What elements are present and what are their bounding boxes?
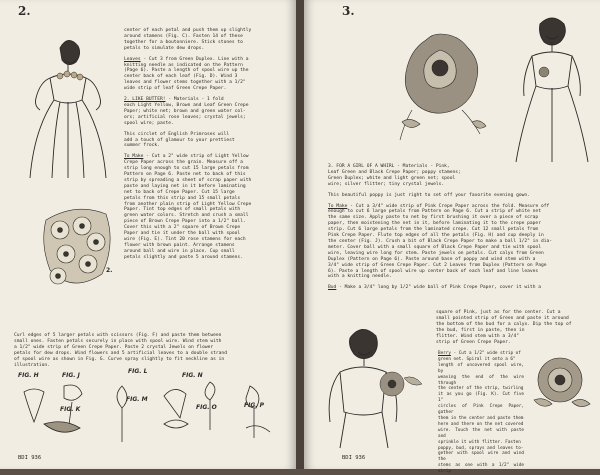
tomake-line: green water colors. Stretch and crush a small bbox=[124, 213, 249, 219]
berry-line: sprinkle it with flitter. Fasten bbox=[438, 439, 521, 445]
berry-line: stems as one with a 1/2" wide strip bbox=[438, 463, 524, 475]
woman-in-gown-illustration bbox=[510, 12, 594, 162]
fig-label-m: FIG. M bbox=[126, 396, 148, 403]
tomake-line: from another plain strip of Light Yellow Crepe bbox=[124, 201, 252, 207]
illustration-number: 2. bbox=[106, 267, 113, 274]
fullwidth-line: small ones. Fasten petals securely in place with spool wire. Wind stem with bbox=[14, 338, 222, 344]
tomake-line: Pattern on Page 6. Paste net to back of this bbox=[124, 172, 246, 178]
bud-line: small pointed strip of Green and paste it around bbox=[436, 315, 569, 321]
tomake-line: paper, then moistening the net in it, before laminating it to the crepe paper bbox=[328, 221, 541, 227]
primrose-line: add a touch of glamour to your prettiest bbox=[124, 137, 235, 143]
col1-line: around stamens (Fig. C). Fasten 14 of these bbox=[124, 33, 243, 39]
berry-line: weaving the end of the wire through bbox=[438, 374, 524, 386]
leaves-line: (Page 6). Paste a length of spool wire up the bbox=[124, 68, 249, 74]
bud-line: flitter. Wind stem with a 3/4" bbox=[436, 333, 519, 339]
berry-line: here and there on the net covered bbox=[438, 421, 524, 427]
right-page-number: 3. bbox=[342, 4, 355, 18]
bud-line: strip of Green Crepe Paper. bbox=[436, 339, 511, 345]
berry-line: wire. Touch the net with paste and bbox=[438, 427, 524, 439]
fullwidth-line: a 1/2" wide strip of Green Crepe Paper. Paste 2 crystal Jewels on flower bbox=[14, 344, 214, 350]
leaves-heading: Leaves bbox=[124, 56, 141, 62]
berry-line: the center of the strip, twirling bbox=[438, 386, 524, 392]
tomake-line: Cover this with a 2" square of Brown Crepe bbox=[124, 225, 241, 231]
fig-label-h: FIG. H bbox=[18, 372, 39, 379]
fullwidth-line: of spool wire as shown in Fig. G. Curve spray slightly to fit neckline as in bbox=[14, 356, 225, 362]
fig-label-j: FIG. J bbox=[62, 372, 80, 379]
tomake-heading: To Make bbox=[124, 154, 144, 160]
berry-section: Berry - Cut a 1/2" wide strip of bbox=[438, 351, 521, 356]
left-col-text bbox=[124, 28, 290, 261]
berry-line: green net. Spiral it onto a 6" bbox=[438, 356, 516, 362]
woman-with-poppy-illustration bbox=[310, 318, 430, 448]
leaves-line: knitting needle as indicated on the Pattern bbox=[124, 62, 243, 68]
col1-line: together for a boutonniere. Stick stones to bbox=[124, 39, 243, 45]
tomake-line: net to back of Crepe Paper. Cut 15 large bbox=[124, 189, 235, 195]
fig-label-o: FIG. O bbox=[196, 404, 217, 411]
tomake-section: To Make - Cut a 2" wide strip of Light Yellow bbox=[124, 154, 249, 160]
berry-line: it as you go (Fig. K). Cut five 1" bbox=[438, 392, 524, 404]
tomake-heading: To Make bbox=[328, 203, 348, 209]
buttercup-line: ors; artificial rose leaves; crystal jewels; bbox=[124, 114, 246, 120]
buttercup-section: 2. LIKE BUTTER! - Materials - 1 fold bbox=[124, 97, 224, 103]
left-page-number: 2. bbox=[18, 4, 31, 18]
berry-heading: Berry bbox=[438, 351, 451, 356]
berry-line: them in the center and paste them bbox=[438, 415, 524, 421]
leaves-line: center back of each leaf (Fig. D). Wind 3 bbox=[124, 74, 238, 80]
caption-line: wire; silver flitter; tiny crystal jewels. bbox=[328, 181, 445, 187]
fig-label-n: FIG. N bbox=[182, 372, 203, 379]
woman-with-corsage-illustration bbox=[20, 30, 116, 180]
left-page bbox=[0, 0, 296, 469]
tomake-line: strip. Cut 6 large petals from the laminated crepe. Cut 12 small petals from bbox=[328, 227, 539, 233]
primrose-corsage-illustration bbox=[36, 200, 116, 300]
primrose-line: This circlet of English Primroses will bbox=[124, 131, 230, 137]
caption-line: Green Duplex; white and light green net; spool bbox=[328, 175, 456, 181]
bud-text bbox=[436, 310, 592, 345]
figure-diagrams bbox=[14, 372, 294, 452]
bud-line: square of Pink, just as for the center. Cut a bbox=[436, 310, 561, 315]
tomake-line: Duplex (Pattern on Page 6). Paste around base of poppy and wind stem with a bbox=[328, 256, 536, 262]
berry-line: circles of Pink Crepe Paper, gather bbox=[438, 404, 524, 416]
tomake-line: wire, leaving wire long for stem. Paste jewels on petals. Cut calyx from Green bbox=[328, 250, 544, 256]
fig-label-p: FIG. P bbox=[244, 402, 265, 409]
left-footer: BDI 936 bbox=[18, 455, 42, 461]
tomake-line: Paper and tie it under the ball with spool bbox=[124, 231, 241, 237]
berry-text bbox=[438, 351, 524, 475]
leaves-line: leaves and flower stems together with a 1/2" bbox=[124, 80, 246, 86]
tomake-line: meter. Cover ball with a small square of Black Crepe Paper and tie with spool bbox=[328, 244, 541, 250]
poppy-caption bbox=[328, 164, 592, 291]
tomake-line: enough to cut 6 large petals from Pattern on Page 6. Cut a strip of white net bbox=[328, 209, 541, 215]
col1-line: center of each petal and push them up slightly bbox=[124, 28, 252, 33]
tomake-line: 6). Paste a length of spool wire up center back of each leaf and line leaves bbox=[328, 268, 539, 274]
tomake-line: Pink Crepe Paper. Flute top edges of all the petals (Fig. H) and cup deeply in bbox=[328, 233, 544, 239]
poppy-intro: This beautiful poppy is just right to set off your favorite evening gown. bbox=[328, 192, 530, 198]
tomake-line: flower with brown paint. Arrange stamens bbox=[124, 242, 235, 248]
leaves-section: Leaves - Cut 3 from Green Duplex. Line with a bbox=[124, 56, 249, 62]
tomake-line: around ball and wire in place. Cup small bbox=[124, 248, 235, 254]
fullwidth-line: petals for dew drops. Wind flowers and 5 artificial leaves to a double strand bbox=[14, 350, 227, 356]
berry-line: gether with spool wire and wind the bbox=[438, 451, 524, 463]
buttercup-heading: 2. LIKE BUTTER! bbox=[124, 97, 166, 103]
berry-line: poppy, bud, sprays and leaves to- bbox=[438, 445, 524, 451]
left-fullwidth-text bbox=[14, 333, 290, 368]
fullwidth-line: illustration. bbox=[14, 362, 50, 368]
tomake-line: strip long enough to cut 15 large petals from bbox=[124, 166, 249, 172]
buttercup-line: Paper; white net; brown and green water col- bbox=[124, 108, 246, 114]
bud-line: the bud, first in paste, then in bbox=[436, 327, 525, 333]
caption-line: Leaf Green and Black Crepe Paper; poppy stamens; bbox=[328, 169, 461, 175]
tomake-line: the center (Fig. J). Crush a bit of Black Crepe Paper to make a ball 1/2" in dia- bbox=[328, 238, 553, 244]
tomake-line: Paper. Tint top edges of small petals with bbox=[124, 207, 241, 213]
tomake-line: strip by spreading a sheet of scrap paper with bbox=[124, 177, 252, 183]
buttercup-line: spool wire; paste. bbox=[124, 120, 174, 126]
bud-heading: Bud bbox=[328, 285, 337, 291]
poppy-illustration bbox=[392, 26, 488, 148]
tomake-line: petals from this strip and 15 small petals bbox=[124, 195, 241, 201]
right-page bbox=[304, 0, 600, 475]
bud-line: the bottom of the bud for a calyx. Dip the top of bbox=[436, 321, 572, 327]
berry-line: length of uncovered spool wire, by bbox=[438, 362, 524, 374]
tomake-line: wire (Fig. E). Tint 20 rose stamens for each bbox=[124, 237, 246, 242]
tomake-line: Crepe Paper across the grain. Measure off a bbox=[124, 160, 243, 166]
bud-section: Bud - Make a 3/4" long by 1/2" wide ball of Pink Crepe Paper, cover it with a bbox=[328, 285, 541, 291]
col1-line: petals to simulate dew drops. bbox=[124, 45, 205, 51]
tomake-line: paste and laying net in it before laminating bbox=[124, 183, 246, 189]
caption-line: 3. FOR A GIRL OF A WHIRL - Materials - Pink, bbox=[328, 164, 450, 169]
poppy-spray-illustration bbox=[526, 350, 594, 414]
fig-label-l: FIG. L bbox=[128, 368, 148, 375]
tomake-section: To Make - Cut a 3/4" wide strip of Pink Crepe Paper across the fold. Measure off bbox=[328, 203, 550, 209]
tomake-line: with a knitting needle. bbox=[328, 274, 392, 280]
buttercup-line: each Light Yellow, Brown and Leaf Green Crepe bbox=[124, 102, 249, 108]
tomake-line: the same size. Apply paste to net by first brushing it over a piece of scrap bbox=[328, 215, 539, 221]
primrose-line: summer frock. bbox=[124, 143, 160, 149]
gutter bbox=[296, 0, 304, 469]
tomake-line: 3/4" wide strip of Green Crepe Paper. Cut 2 Leaves from Duplex (Pattern on Page bbox=[328, 262, 547, 268]
right-footer: BDI 936 bbox=[342, 455, 366, 461]
fig-label-k: FIG. K bbox=[60, 406, 81, 413]
fullwidth-line: Curl edges of 5 larger petals with scissors (Fig. F) and paste them between bbox=[14, 333, 222, 338]
tomake-line: petals slightly and paste 5 around stamens. bbox=[124, 254, 243, 260]
leaves-line: wide strip of leaf Green Crepe Paper. bbox=[124, 86, 227, 92]
tomake-line: piece of Brown Crepe Paper into a 1/2" ball. bbox=[124, 219, 246, 225]
